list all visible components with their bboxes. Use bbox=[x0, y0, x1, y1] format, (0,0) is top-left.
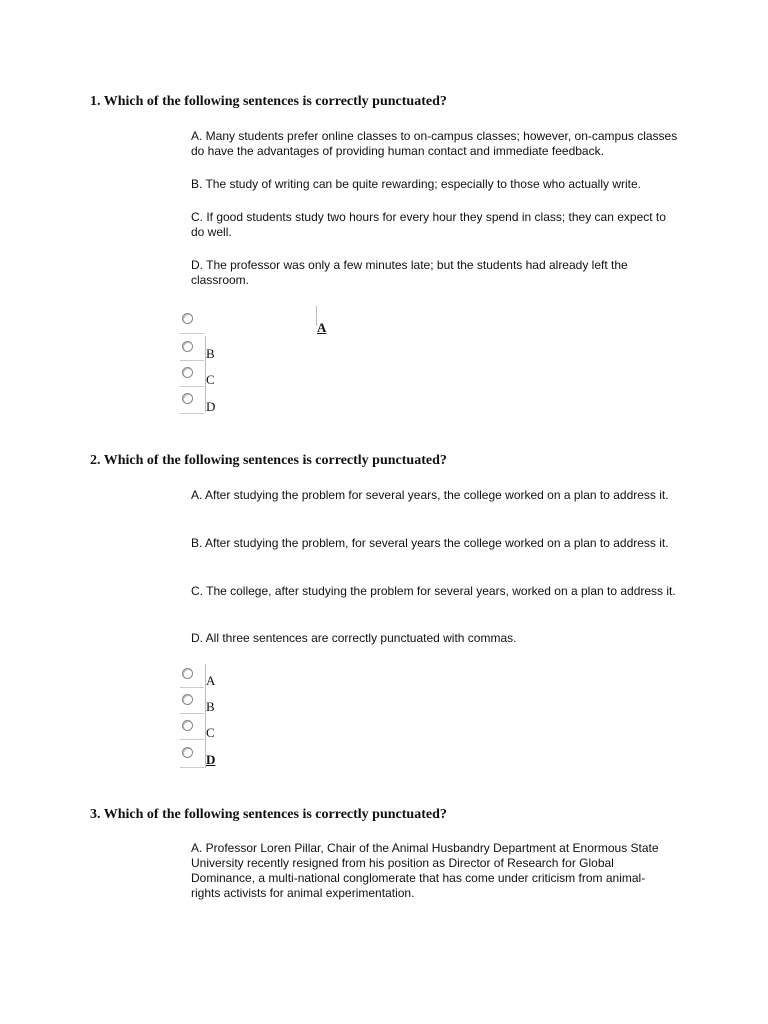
question-1-option-c: C. If good students study two hours for every hour they spend in class; they can expect to do well. bbox=[191, 210, 666, 239]
question-1-radio-c[interactable] bbox=[182, 367, 193, 378]
question-1-title: 1. Which of the following sentences is correctly punctuated? bbox=[90, 94, 447, 109]
question-2-answer-d[interactable]: D bbox=[206, 752, 216, 767]
question-3-option-a: A. Professor Loren Pillar, Chair of the Animal Husbandry Department at Enormous State University recently resigned from his position as Director of Research for Global Dominance, a multi-national conglomerate that has come under criticism from animal-rights activists for animal experimentation. bbox=[191, 841, 659, 900]
question-2-option-b: B. After studying the problem, for several years the college worked on a plan to address it. bbox=[191, 536, 669, 550]
question-1-answer-b[interactable]: B bbox=[206, 346, 215, 361]
question-1-option-b: B. The study of writing can be quite rewarding; especially to those who actually write. bbox=[191, 177, 642, 191]
question-1-option-a: A. Many students prefer online classes to on-campus classes; however, on-campus classes do have the advantages of providing human contact and immediate feedback. bbox=[191, 129, 678, 158]
question-1-answer-a[interactable]: A bbox=[317, 320, 327, 335]
question-2-radio-c[interactable] bbox=[182, 720, 193, 731]
question-2-option-d: D. All three sentences are correctly punctuated with commas. bbox=[191, 631, 517, 645]
question-1-answer-c[interactable]: C bbox=[206, 372, 215, 387]
question-2-radio-a[interactable] bbox=[182, 668, 193, 679]
question-1-radio-d[interactable] bbox=[182, 393, 193, 404]
question-1-answer-d[interactable]: D bbox=[206, 399, 216, 414]
question-2-answer-b[interactable]: B bbox=[206, 699, 215, 714]
question-1-radio-b[interactable] bbox=[182, 341, 193, 352]
question-2-title: 2. Which of the following sentences is correctly punctuated? bbox=[90, 453, 447, 468]
question-1-option-d: D. The professor was only a few minutes late; but the students had already left the classroom. bbox=[191, 258, 628, 287]
question-2-answer-a[interactable]: A bbox=[206, 673, 216, 688]
question-2-radio-b[interactable] bbox=[182, 694, 193, 705]
question-2-radio-d[interactable] bbox=[182, 747, 193, 758]
question-2-option-c: C. The college, after studying the problem for several years, worked on a plan to address it. bbox=[191, 584, 676, 598]
question-2-option-a: A. After studying the problem for several years, the college worked on a plan to address it. bbox=[191, 488, 669, 502]
question-1-radio-a[interactable] bbox=[182, 313, 193, 324]
question-3-title: 3. Which of the following sentences is correctly punctuated? bbox=[90, 807, 447, 822]
question-2-answer-c[interactable]: C bbox=[206, 725, 215, 740]
